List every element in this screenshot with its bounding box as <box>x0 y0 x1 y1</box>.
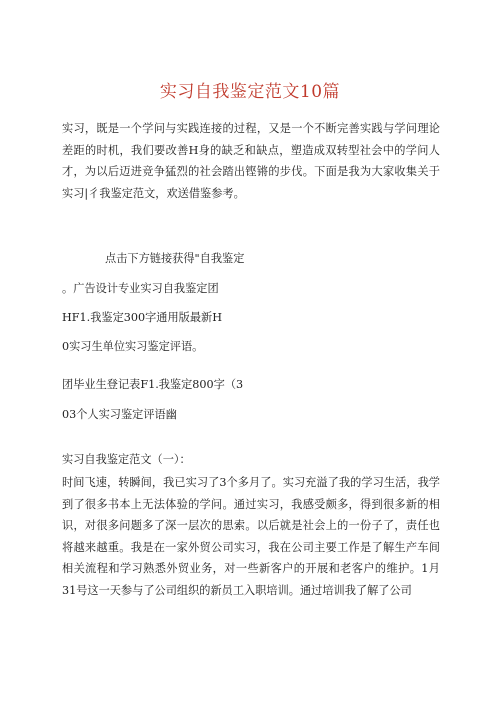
section-heading: 实习自我鉴定范文（一）： <box>62 453 191 466</box>
link-line-4: 0实习生单位实习鉴定评语。 <box>62 340 204 353</box>
link-line-2: 。广告设计专业实习自我鉴定团 <box>62 282 219 295</box>
link-line-6: 03个人实习鉴定评语幽 <box>62 408 177 421</box>
link-line-5: 团毕业生登记表F1.我鉴定800字（3 <box>62 378 244 391</box>
intro-paragraph: 实习，既是一个学问与实践连接的过程，又是一个不断完善实践与学问理论差距的时机，我们要改善H身的缺乏和缺点，塑造成双转型社会中的学问人才，为以后迈进竞争猛烈的社会踏出铿锵的步伐。下面是我为大家收集关于实习|彳我鉴定范文，欢送借鉴参考。 <box>62 122 440 200</box>
document-title: 实习自我鉴定范文10篇 <box>159 82 341 102</box>
link-line-3: HF1.我鉴定300字通用版最新H <box>62 311 222 324</box>
link-line-1: 点击下方链接获得"自我鉴定 <box>105 252 245 265</box>
body-paragraph: 时间飞速，转瞬间，我已实习了3个多月了。实习充溢了我的学习生活，我学到了很多书本上无法体验的学问。通过实习，我感受颇多，得到很多新的相识，对很多问题多了深一层次的思索。以后就是社会上的一份子了，责任也将越来越重。我是在一家外贸公司实习，我在公司主要工作是了解生产车间相关流程和学习熟悉外贸业务，对一些新客户的开展和老客户的维护。1月31号这一天参与了公司组织的新员工入职培训。通过培训我了解了公司 <box>62 476 440 597</box>
